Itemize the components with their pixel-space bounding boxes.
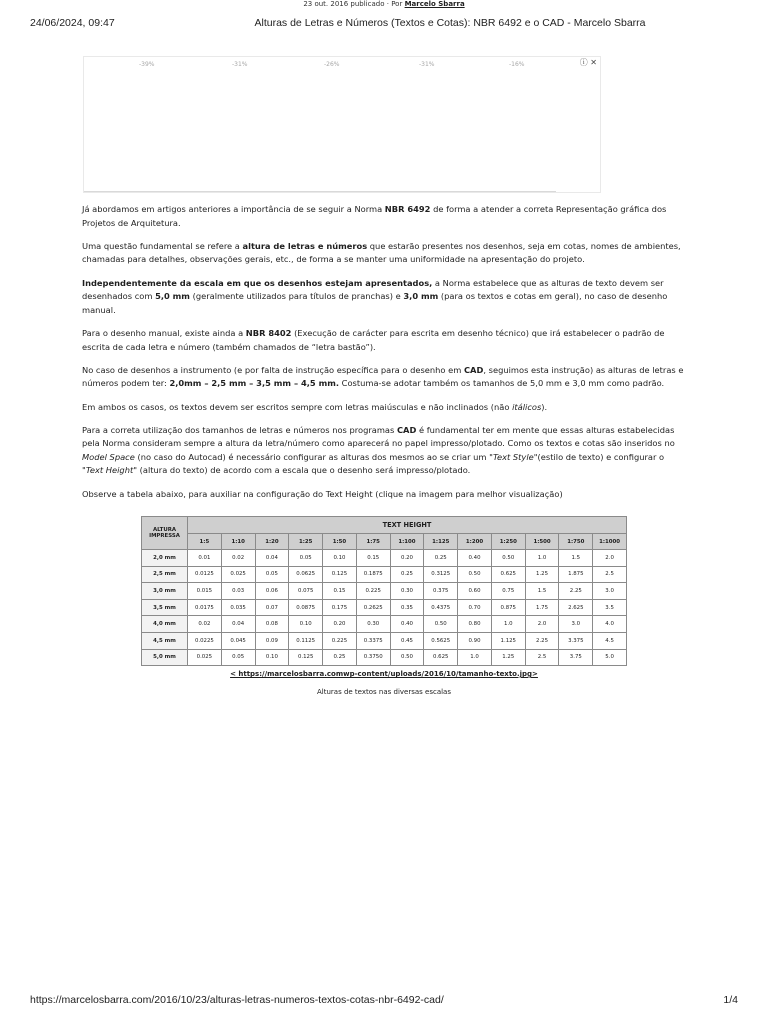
text-run: de forma a atender a correta Representação gráfica dos Projetos de Arquitetura. [82, 204, 667, 228]
table-cell: 1.5 [525, 583, 559, 600]
italic-text: Model Space [82, 451, 135, 462]
table-row [142, 550, 627, 567]
print-date: 24/06/2024, 09:47 [30, 17, 115, 29]
table-cell: 3.375 [559, 632, 593, 649]
table-cell: 0.35 [390, 599, 424, 616]
table-cell: 0.50 [458, 566, 492, 583]
byline-by: Por [391, 0, 403, 8]
bold-text: 3,0 mm [403, 291, 439, 302]
table-cell: 3.75 [559, 649, 593, 666]
text-run: Uma questão fundamental se refere a [82, 240, 243, 251]
ad-percentage: -31% [232, 61, 248, 68]
ad-divider [84, 191, 556, 192]
table-cell: 0.60 [458, 583, 492, 600]
paragraph [82, 327, 686, 354]
text-run: que estarão presentes nos desenhos, seja em cotas, nomes de ambientes, chamadas para detalhes, observações gerais, etc., de forma a se manter uma uniformidade na apresentação do projeto. [82, 240, 681, 265]
table-cell: 0.0225 [188, 632, 222, 649]
table-cell: 0.1875 [356, 566, 390, 583]
text-run: ). [541, 401, 548, 412]
table-cell: 0.30 [390, 583, 424, 600]
row-height-label: 4,0 mm [142, 616, 188, 633]
table-cell: 4.5 [593, 632, 627, 649]
table-cell: 2.0 [593, 550, 627, 567]
table-cell: 0.1125 [289, 632, 323, 649]
bold-text: Independentemente da escala em que os desenhos estejam apresentados, [82, 277, 433, 288]
table-cell: 0.3750 [356, 649, 390, 666]
scale-header: 1:20 [255, 534, 289, 550]
bold-text: altura de letras e números [242, 240, 368, 251]
row-height-label: 3,5 mm [142, 599, 188, 616]
table-cell: 0.20 [323, 616, 357, 633]
table-cell: 1.0 [458, 649, 492, 666]
ad-percentage: -16% [509, 61, 525, 68]
ad-percentage: -31% [419, 61, 435, 68]
table-cell: 0.04 [255, 550, 289, 567]
scale-header: 1:5 [188, 534, 222, 550]
table-cell: 0.70 [458, 599, 492, 616]
row-height-label: 3,0 mm [142, 583, 188, 600]
text-run: (Execução de carácter para escrita em desenho técnico) que irá estabelecer o padrão de escrita de cada letra e número (também chamados de “letra bastão”). [82, 327, 665, 352]
table-cell: 0.2625 [356, 599, 390, 616]
paragraph [82, 364, 686, 391]
bold-text: NBR 8402 [245, 327, 292, 338]
text-run: Observe a tabela abaixo, para auxiliar na configuração do Text Height (clique na imagem para melhor visualização) [82, 488, 563, 499]
ad-percentage: -39% [139, 61, 155, 68]
table-cell: 1.0 [525, 550, 559, 567]
text-run: Costuma-se adotar também os tamanhos de 5,0 mm e 3,0 mm como padrão. [339, 378, 665, 389]
table-cell: 0.25 [390, 566, 424, 583]
scale-header: 1:250 [491, 534, 525, 550]
table-cell: 0.10 [289, 616, 323, 633]
page-number: 1/4 [723, 994, 738, 1006]
table-row [142, 632, 627, 649]
table-cell: 0.80 [458, 616, 492, 633]
table-cell: 3.0 [593, 583, 627, 600]
ad-placeholder[interactable] [83, 56, 601, 193]
table-cell: 0.3125 [424, 566, 458, 583]
table-cell: 3.0 [559, 616, 593, 633]
table-cell: 0.07 [255, 599, 289, 616]
table-cell: 1.5 [559, 550, 593, 567]
table-cell: 0.20 [390, 550, 424, 567]
text-run: (geralmente utilizados para títulos de pranchas) e [189, 291, 404, 302]
text-run: Já abordamos em artigos anteriores a importância de se seguir a Norma [82, 204, 385, 214]
table-cell: 1.75 [525, 599, 559, 616]
table-cell: 0.05 [255, 566, 289, 583]
table-cell: 1.25 [491, 649, 525, 666]
text-run: é fundamental ter em mente que essas alturas estabelecidas pela Norma consideram sempre a altura da letra/número como aparecerá no papel impresso/plotado. Como os textos e cotas são inseridos no [82, 424, 675, 449]
text-run: a Norma estabelece que as alturas de texto devem ser desenhados com [82, 277, 664, 302]
image-link[interactable]: < https://marcelosbarra.comwp-content/uploads/2016/10/tamanho-texto.jpg> [230, 670, 538, 678]
paragraph [82, 277, 686, 318]
text-run: No caso de desenhos a instrumento (e por falta de instrução específica para o desenho em [82, 364, 464, 375]
text-height-table [141, 516, 627, 666]
paragraph [82, 203, 686, 230]
table-cell: 0.225 [356, 583, 390, 600]
table-cell: 0.5625 [424, 632, 458, 649]
table-cell: 0.3375 [356, 632, 390, 649]
table-cell: 0.0875 [289, 599, 323, 616]
row-height-label: 2,0 mm [142, 550, 188, 567]
text-run: Para o desenho manual, existe ainda a [82, 327, 246, 338]
text-run: , seguimos esta instrução) as alturas de letras e números podem ter: [82, 364, 684, 389]
table-cell: 0.225 [323, 632, 357, 649]
table-cell: 3.5 [593, 599, 627, 616]
article-body [82, 203, 686, 511]
text-run: Em ambos os casos, os textos devem ser escritos sempre com letras maiúsculas e não inclinados (não [82, 401, 513, 412]
table-cell: 0.08 [255, 616, 289, 633]
image-caption: Alturas de textos nas diversas escalas [317, 688, 451, 696]
table-cell: 0.50 [491, 550, 525, 567]
scale-header: 1:25 [289, 534, 323, 550]
table-cell: 0.25 [323, 649, 357, 666]
paragraph [82, 424, 686, 478]
table-cell: 0.0125 [188, 566, 222, 583]
table-cell: 0.06 [255, 583, 289, 600]
table-cell: 0.0175 [188, 599, 222, 616]
table-cell: 1.125 [491, 632, 525, 649]
row-height-label: 2,5 mm [142, 566, 188, 583]
table-row [142, 566, 627, 583]
scale-header: 1:100 [390, 534, 424, 550]
table-cell: 0.045 [221, 632, 255, 649]
table-cell: 0.375 [424, 583, 458, 600]
text-run: " (altura do texto) de acordo com a escala que o desenho será impresso/plotado. [133, 465, 471, 476]
close-icon[interactable]: ✕ [590, 58, 597, 67]
table-row [142, 616, 627, 633]
table-cell: 0.09 [255, 632, 289, 649]
table-cell: 0.50 [390, 649, 424, 666]
table-cell: 0.025 [188, 649, 222, 666]
table-cell: 0.10 [255, 649, 289, 666]
article-byline [0, 0, 768, 9]
footer-url: https://marcelosbarra.com/2016/10/23/alturas-letras-numeros-textos-cotas-nbr-6492-cad/ [30, 994, 444, 1006]
table-cell: 0.0625 [289, 566, 323, 583]
table-cell: 0.4375 [424, 599, 458, 616]
scale-header: 1:500 [525, 534, 559, 550]
table-cell: 0.02 [221, 550, 255, 567]
corner-line: IMPRESSA [149, 533, 180, 539]
table-cell: 0.45 [390, 632, 424, 649]
table-cell: 2.5 [525, 649, 559, 666]
table-cell: 0.30 [356, 616, 390, 633]
page-title: Alturas de Letras e Números (Textos e Cotas): NBR 6492 e o CAD - Marcelo Sbarra [254, 17, 646, 29]
table-cell: 0.25 [424, 550, 458, 567]
byline-separator: · [386, 0, 389, 8]
text-run: (para os textos e cotas em geral), no caso de desenho manual. [82, 291, 668, 315]
table-cell: 0.15 [323, 583, 357, 600]
table-cell: 1.875 [559, 566, 593, 583]
table-cell: 0.05 [221, 649, 255, 666]
paragraph [82, 488, 686, 502]
table-cell: 0.125 [289, 649, 323, 666]
table-cell: 0.02 [188, 616, 222, 633]
table-cell: 0.125 [323, 566, 357, 583]
corner-line: ALTURA [152, 526, 177, 533]
scale-header: 1:50 [323, 534, 357, 550]
table-cell: 5.0 [593, 649, 627, 666]
table-cell: 0.05 [289, 550, 323, 567]
bold-text: 5,0 mm [155, 291, 190, 302]
text-run: "(estilo de texto) e configurar o " [82, 451, 665, 476]
table-cell: 2.25 [525, 632, 559, 649]
scale-header: 1:125 [424, 534, 458, 550]
table-cell: 0.625 [424, 649, 458, 666]
table-cell: 0.625 [491, 566, 525, 583]
italic-text: itálicos [512, 401, 542, 412]
bold-text: 2,0mm – 2,5 mm – 3,5 mm – 4,5 mm. [169, 378, 340, 389]
bold-text: CAD [396, 424, 417, 435]
author-link[interactable]: Marcelo Sbarra [404, 0, 465, 8]
table-row [142, 649, 627, 666]
table-cell: 2.625 [559, 599, 593, 616]
table-cell: 2.25 [559, 583, 593, 600]
table-cell: 0.03 [221, 583, 255, 600]
table-cell: 0.90 [458, 632, 492, 649]
text-height-header: TEXT HEIGHT [188, 517, 627, 534]
scale-header: 1:75 [356, 534, 390, 550]
table-cell: 0.75 [491, 583, 525, 600]
table-row [142, 599, 627, 616]
paragraph [82, 401, 686, 415]
scale-header-row [142, 534, 627, 550]
ad-percentage: -26% [324, 61, 340, 68]
table-cell: 0.04 [221, 616, 255, 633]
table-cell: 0.40 [458, 550, 492, 567]
table-cell: 2.0 [525, 616, 559, 633]
bold-text: CAD [463, 364, 484, 375]
italic-text: Text Height [85, 465, 134, 476]
table-row [142, 583, 627, 600]
table-cell: 0.025 [221, 566, 255, 583]
row-height-label: 5,0 mm [142, 649, 188, 666]
table-cell: 0.035 [221, 599, 255, 616]
table-body [142, 550, 627, 666]
row-height-label: 4,5 mm [142, 632, 188, 649]
table-cell: 0.175 [323, 599, 357, 616]
scale-header: 1:200 [458, 534, 492, 550]
scale-header: 1:750 [559, 534, 593, 550]
table-cell: 0.10 [323, 550, 357, 567]
table-cell: 0.50 [424, 616, 458, 633]
table-cell: 0.01 [188, 550, 222, 567]
table-cell: 1.0 [491, 616, 525, 633]
table-cell: 0.15 [356, 550, 390, 567]
italic-text: Text Style [492, 451, 534, 462]
scale-header: 1:1000 [593, 534, 627, 550]
scale-header: 1:10 [221, 534, 255, 550]
paragraph [82, 240, 686, 267]
table-cell: 0.875 [491, 599, 525, 616]
bold-text: NBR 6492 [384, 204, 431, 214]
table-cell: 1.25 [525, 566, 559, 583]
text-height-table-image[interactable] [141, 516, 627, 666]
table-cell: 0.015 [188, 583, 222, 600]
table-cell: 0.075 [289, 583, 323, 600]
table-cell: 0.40 [390, 616, 424, 633]
text-run: Para a correta utilização dos tamanhos de letras e números nos programas [82, 424, 397, 435]
text-run: (no caso do Autocad) é necessário configurar as alturas dos mesmos ao se criar um " [134, 451, 493, 462]
table-cell: 2.5 [593, 566, 627, 583]
published-date: 23 out. 2016 publicado [303, 0, 385, 8]
ad-controls [580, 57, 597, 68]
info-icon[interactable]: ⓘ [579, 58, 588, 67]
table-cell: 4.0 [593, 616, 627, 633]
altura-impressa-header [142, 517, 188, 550]
